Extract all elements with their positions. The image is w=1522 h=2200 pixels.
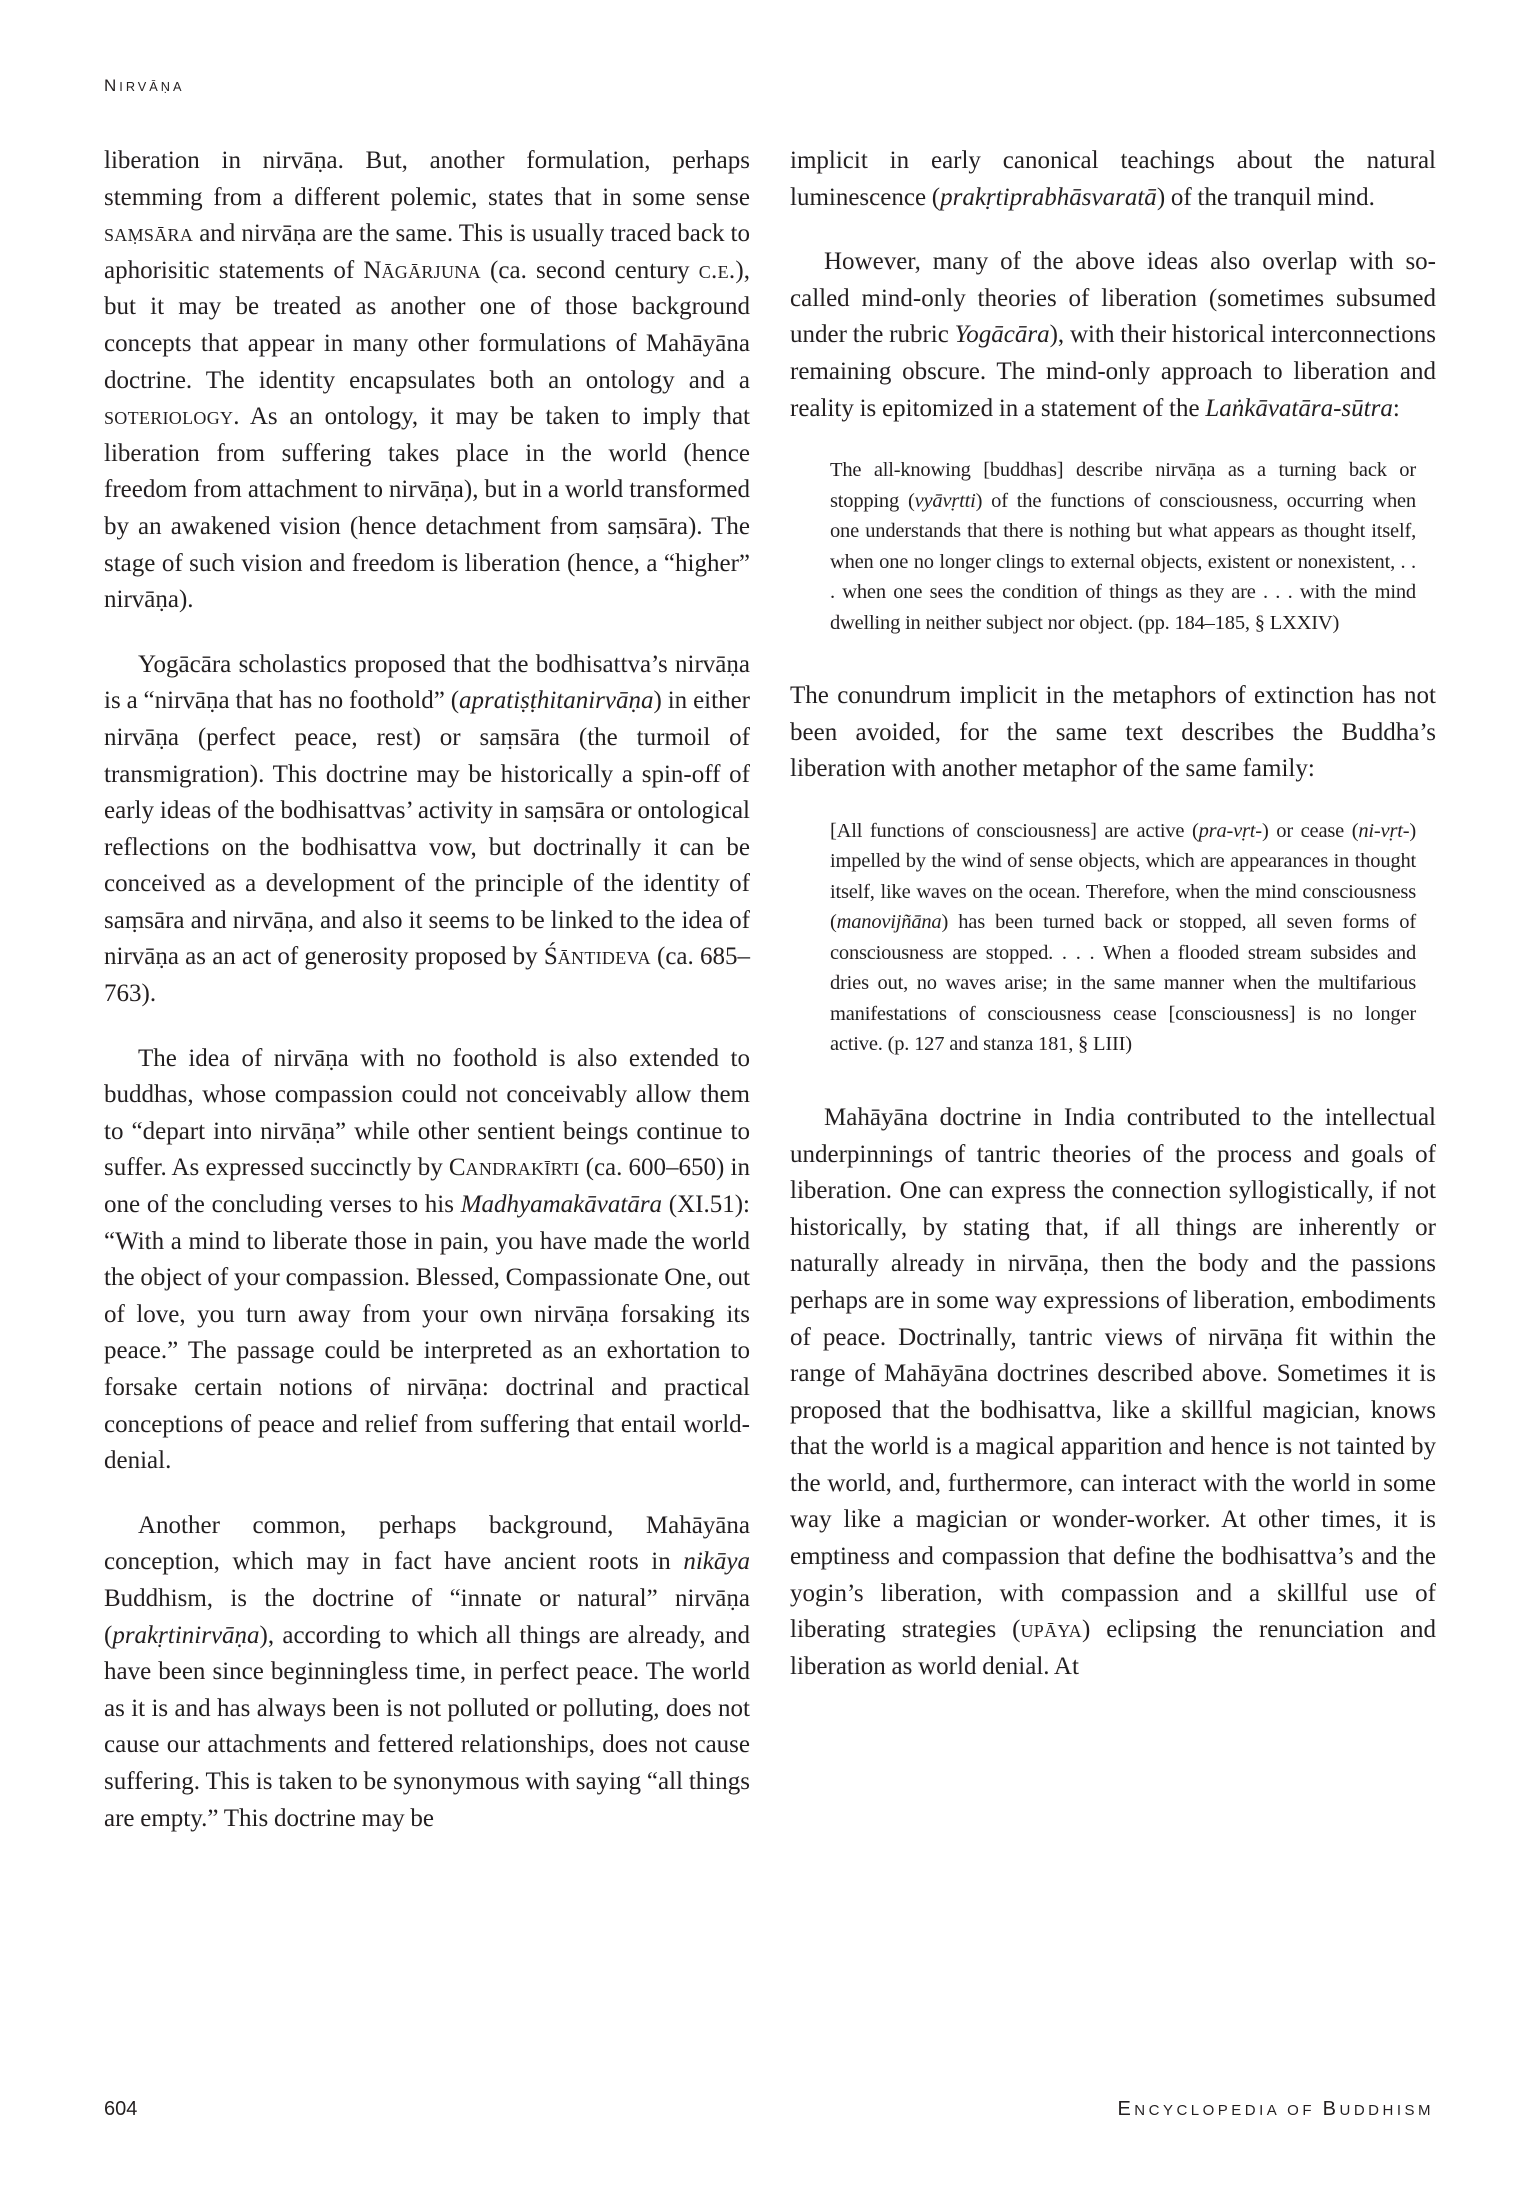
italic-term: nikāya [683, 1548, 750, 1576]
text-run: However, many of the above ideas also overlap with so-called mind-only theories of liberation (sometimes subsumed under the rubric [790, 248, 1436, 349]
cross-reference[interactable]: upāya [1020, 1616, 1082, 1644]
small-caps-text: UDDHISM [1339, 2102, 1434, 2119]
text-run: ) in either nirvāṇa (perfect peace, rest) or saṃsāra (the turmoil of transmigration). This doctrine may be historically a spin-off of early ideas of the bodhisattvas’ activity in saṃsāra or ontological reflections on the bodhisattva vow, but doctrinally it can be conceived as a development of the principle of the identity of saṃsāra and nirvāṇa, and also it seems to be linked to the idea of nirvāṇa as an act of generosity proposed by [104, 687, 750, 971]
italic-term: Laṅkāvatāra-sūtra [1205, 394, 1393, 422]
text-run: E [1117, 2098, 1135, 2120]
text-run: and nirvāṇa are the same. This is usually traced back to aphorisitic statements of [104, 220, 750, 284]
text-run: (ca. second century [480, 256, 699, 284]
block-quote [830, 816, 1416, 1060]
text-run: (ca. 600–650) in one of the concluding verses to his [104, 1154, 750, 1219]
cross-reference[interactable]: c.e. [698, 256, 736, 284]
text-run: : [1392, 394, 1400, 422]
text-run: (XI.51): “With a mind to liberate those in pain, you have made the world the object of your compassion. Blessed, Compassionate One, out of love, you turn away from your own nirvāṇa forsaking its peace.” The passage could be interpreted as an exhortation to forsake certain notions of nirvāṇa: doctrinal and practical conceptions of peace and relief from suffering that entail world-denial. [104, 1191, 750, 1475]
italic-term: prakṛtinirvāṇa [112, 1621, 260, 1649]
paragraph [104, 1041, 750, 1480]
page-footer [104, 2098, 1434, 2128]
paragraph [104, 1508, 750, 1837]
text-run: ) impelled by the wind of sense objects, which are appearances in thought itself, like waves on the ocean. Therefore, when the mind consciousness ( [830, 819, 1416, 934]
text-run: ), but it may be treated as another one of those background concepts that appear in many other formulations of Mahāyāna doctrine. The identity encapsulates both an ontology and a [104, 256, 750, 394]
paragraph [104, 143, 750, 619]
italic-term: apratiṣṭhitanirvāṇa [459, 687, 654, 715]
small-caps-text: IRVĀṆA [119, 79, 185, 94]
paragraph [790, 143, 1436, 216]
text-run: [All functions of consciousness] are active ( [830, 819, 1199, 842]
paragraph [790, 244, 1436, 427]
text-run: Buddhism, is the doctrine of “innate or natural” nirvāṇa ( [104, 1584, 750, 1649]
text-run: The all-knowing [buddhas] describe nirvāṇa as a turning back or stopping ( [830, 459, 1416, 512]
text-run: N [104, 76, 120, 95]
cross-reference[interactable]: Śāntideva [543, 943, 651, 971]
text-run: ) or cease ( [1261, 819, 1359, 842]
italic-term: Madhyamakāvatāra [460, 1191, 663, 1219]
cross-reference[interactable]: Nāgārjuna [363, 256, 481, 284]
text-run: liberation in nirvāṇa. But, another formulation, perhaps stemming from a different polemic, states that in some sense [104, 147, 750, 211]
text-run: ) of the tranquil mind. [1156, 183, 1375, 211]
italic-term: Yogācāra [954, 321, 1050, 349]
paragraph [790, 1100, 1436, 1686]
page-number: 604 [104, 2098, 138, 2120]
text-run: Yogācāra scholastics proposed that the bodhisattva’s nirvāṇa is a “nirvāṇa that has no foothold” ( [104, 650, 750, 715]
text-run: (ca. 685–763). [104, 943, 750, 1008]
right-column [790, 143, 1436, 1713]
paragraph [790, 678, 1436, 788]
small-caps-text: OF [1287, 2102, 1323, 2119]
text-run: Mahāyāna doctrine in India contributed to the intellectual underpinnings of tantric theories of the process and goals of liberation. One can express the connection syllogistically, if not historically, by stating that, if all things are inherently or naturally already in nirvāṇa, then the body and the passions perhaps are in some way expressions of liberation, embodiments of peace. Doctrinally, tantric views of nirvāṇa fit within the range of Mahāyāna doctrines described above. Sometimes it is proposed that the bodhisattva, like a skillful magician, knows that the world is a magical apparition and hence is not tainted by the world, and, furthermore, can interact with the world in some way like a magician or wonder-worker. At other times, it is emptiness and compassion that define the bodhisattva’s and the yogin’s liberation, with compassion and a skillful use of liberating strategies ( [790, 1103, 1436, 1644]
text-run: implicit in early canonical teachings about the natural luminescence ( [790, 147, 1436, 211]
italic-term: ni-vṛt- [1358, 819, 1410, 842]
italic-term: pra-vṛt- [1198, 819, 1262, 842]
text-run: ) has been turned back or stopped, all seven forms of consciousness are stopped. . . . When a flooded stream subsides and dries out, no waves arise; in the same manner when the multifarious manifestations of consciousness cease [consciousness] is no longer active. (p. 127 and stanza 181, § LIII) [830, 911, 1416, 1056]
text-run: ), according to which all things are already, and have been since beginningless time, in perfect peace. The world as it is and has always been is not polluted or polluting, does not cause our attachments and fettered relationships, does not cause suffering. This is taken to be synonymous with saying “all things are empty.” This doctrine may be [104, 1621, 750, 1832]
cross-reference[interactable]: Candrakīrti [448, 1154, 580, 1182]
left-column [104, 143, 750, 1865]
block-quote [830, 455, 1416, 638]
paragraph [104, 647, 750, 1013]
italic-term: manovijñāna [836, 911, 942, 934]
text-run: ), with their historical interconnections remaining obscure. The mind-only approach to liberation and reality is epitomized in a statement of the [790, 321, 1437, 422]
text-run: The idea of nirvāṇa with no foothold is also extended to buddhas, whose compassion could not conceivably allow them to “depart into nirvāṇa” while other sentient beings continue to suffer. As expressed succinctly by [104, 1044, 750, 1182]
small-caps-text: NCYCLOPEDIA [1134, 2102, 1288, 2119]
book-title [1117, 2098, 1434, 2121]
text-run: ) of the functions of consciousness, occurring when one understands that there is nothing but what appears as thought itself, when one no longer clings to external objects, existent or nonexistent, . . . when one sees the condition of things as they are . . . with the mind dwelling in neither subject nor object. (pp. 184–185, § LXXIV) [830, 489, 1416, 634]
text-run: ) eclipsing the renunciation and liberation as world denial. At [790, 1616, 1436, 1680]
running-head [104, 76, 185, 96]
text-run: Another common, perhaps background, Mahāyāna conception, which may in fact have ancient roots in [104, 1511, 750, 1576]
italic-term: vyāvṛtti [914, 489, 976, 512]
text-run: . As an ontology, it may be taken to imply that liberation from suffering takes place in the world (hence freedom from attachment to nirvāṇa), but in a world transformed by an awakened vision (hence detachment from saṃsāra). The stage of such vision and freedom is liberation (hence, a “higher” nirvāṇa). [104, 403, 750, 614]
cross-reference[interactable]: saṃsāra [104, 220, 194, 248]
cross-reference[interactable]: soteriology [104, 403, 234, 431]
text-run: B [1322, 2098, 1340, 2120]
italic-term: prakṛtiprabhāsvaratā [940, 183, 1157, 211]
text-run: The conundrum implicit in the metaphors of extinction has not been avoided, for the same text describes the Buddha’s liberation with another metaphor of the same family: [790, 682, 1436, 783]
